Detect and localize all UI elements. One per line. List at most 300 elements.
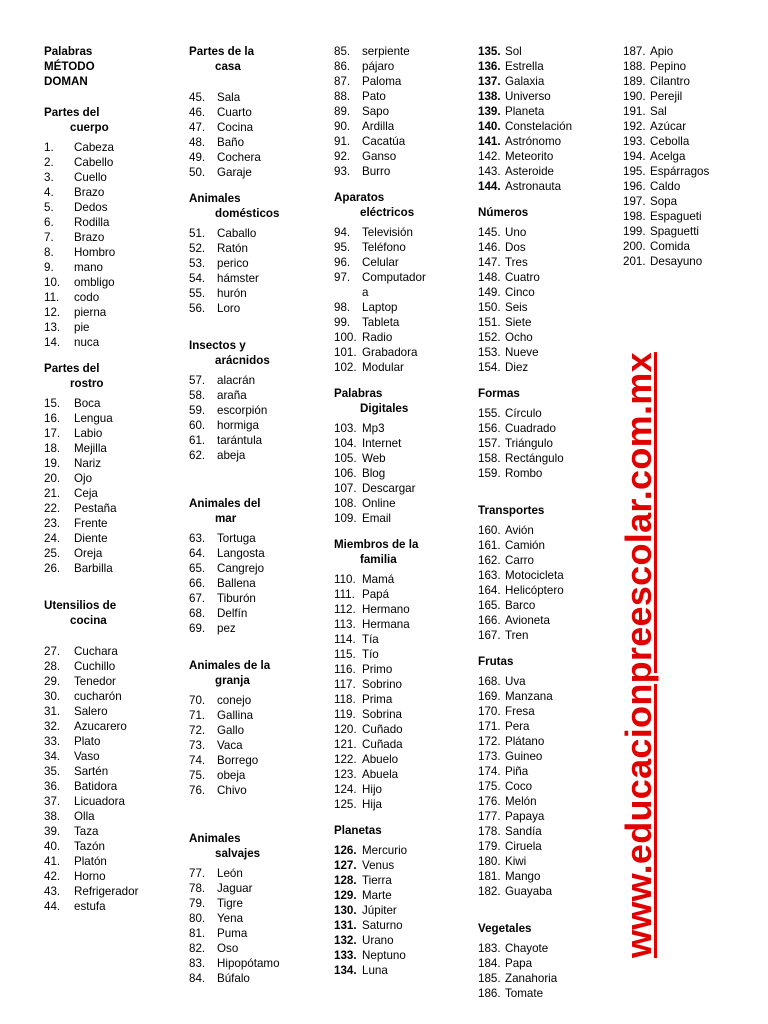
item-word: serpiente — [362, 45, 410, 58]
item-number: 29. — [44, 675, 61, 688]
item-word: Olla — [74, 810, 95, 823]
item-word: Delfín — [217, 607, 248, 620]
list-item — [44, 674, 172, 689]
item-number: 134. — [334, 964, 357, 977]
section-heading-line: cocina — [70, 614, 107, 627]
list-item — [44, 441, 172, 456]
item-word: Cacatúa — [362, 135, 406, 148]
item-word: Pato — [362, 90, 386, 103]
item-number: 100. — [334, 331, 357, 344]
item-word: Abuelo — [362, 753, 399, 766]
item-word: Tomate — [505, 987, 544, 1000]
item-number: 126. — [334, 844, 357, 857]
item-number: 24. — [44, 532, 61, 545]
list-item — [189, 301, 317, 316]
item-number: 102. — [334, 361, 357, 374]
section-heading — [44, 105, 172, 135]
item-number: 20. — [44, 472, 61, 485]
item-word: Gallo — [217, 724, 245, 737]
list-item — [623, 149, 751, 164]
item-word: Comida — [650, 240, 690, 253]
item-word: obeja — [217, 769, 246, 782]
list-item — [189, 388, 317, 403]
item-word: Melón — [505, 795, 537, 808]
list-item — [334, 647, 469, 662]
item-word: Dedos — [74, 201, 108, 214]
list-item — [44, 704, 172, 719]
item-number: 23. — [44, 517, 61, 530]
item-number: 10. — [44, 276, 61, 289]
section-heading-line: salvajes — [215, 847, 261, 860]
list-item — [478, 451, 606, 466]
item-number: 180. — [478, 855, 501, 868]
list-item — [334, 436, 469, 451]
item-word: Ocho — [505, 331, 533, 344]
list-item — [478, 869, 606, 884]
item-word: Laptop — [362, 301, 398, 314]
list-item — [478, 315, 606, 330]
item-word: Carro — [505, 554, 534, 567]
item-number: 8. — [44, 246, 54, 259]
item-word: Azúcar — [650, 120, 687, 133]
section — [623, 44, 751, 269]
item-word: tarántula — [217, 434, 263, 447]
section-heading-line: arácnidos — [215, 354, 270, 367]
item-number: 122. — [334, 753, 357, 766]
list-item — [623, 74, 751, 89]
item-number: 171. — [478, 720, 501, 733]
list-item — [44, 245, 172, 260]
item-word: Kiwi — [505, 855, 527, 868]
item-word: Cuchara — [74, 645, 118, 658]
list-item — [478, 285, 606, 300]
list-item — [189, 448, 317, 463]
list-item — [189, 241, 317, 256]
item-number: 81. — [189, 927, 206, 940]
list-item — [478, 255, 606, 270]
list-item — [189, 90, 317, 105]
item-number: 46. — [189, 106, 206, 119]
item-word: Cinco — [505, 286, 535, 299]
item-number: 169. — [478, 690, 501, 703]
item-word: Rectángulo — [505, 452, 564, 465]
item-number: 47. — [189, 121, 206, 134]
item-number: 90. — [334, 120, 351, 133]
list-item — [44, 899, 172, 914]
section-heading-line: Digitales — [360, 402, 409, 415]
item-word: Mp3 — [362, 422, 385, 435]
item-number: 55. — [189, 287, 206, 300]
list-item — [44, 396, 172, 411]
item-word: Sobrino — [362, 678, 402, 691]
item-number: 43. — [44, 885, 61, 898]
item-number: 6. — [44, 216, 54, 229]
list-item — [334, 451, 469, 466]
list-item — [189, 561, 317, 576]
section — [44, 350, 172, 576]
item-word: Apio — [650, 45, 674, 58]
section-heading-line: Números — [478, 206, 529, 219]
item-word: Online — [362, 497, 396, 510]
list-item — [334, 752, 469, 767]
item-word: Sal — [650, 105, 667, 118]
item-word: Paloma — [362, 75, 402, 88]
section-heading-line: Miembros de la — [334, 538, 419, 551]
section — [478, 194, 606, 375]
item-word: Mamá — [362, 573, 395, 586]
item-number: 39. — [44, 825, 61, 838]
item-word: Sobrina — [362, 708, 402, 721]
section-heading-line: granja — [215, 674, 250, 687]
list-item — [478, 704, 606, 719]
item-number: 26. — [44, 562, 61, 575]
item-number: 5. — [44, 201, 54, 214]
list-item — [44, 501, 172, 516]
item-word: Tres — [505, 256, 528, 269]
item-number: 7. — [44, 231, 54, 244]
section-heading — [478, 654, 606, 669]
section-heading-line: eléctricos — [360, 206, 415, 219]
item-number: 141. — [478, 135, 501, 148]
item-number: 118. — [334, 693, 356, 706]
item-number: 45. — [189, 91, 206, 104]
item-word: Meteorito — [505, 150, 554, 163]
item-number: 185. — [478, 972, 501, 985]
item-word: Ojo — [74, 472, 93, 485]
section-heading-line: Utensilios de — [44, 599, 117, 612]
item-number: 103. — [334, 422, 357, 435]
item-word: Pepino — [650, 60, 687, 73]
item-number: 97. — [334, 271, 351, 284]
list-item — [189, 708, 317, 723]
section — [189, 44, 317, 180]
item-number: 49. — [189, 151, 206, 164]
list-item — [189, 256, 317, 271]
list-item — [189, 753, 317, 768]
item-number: 142. — [478, 150, 501, 163]
item-number: 18. — [44, 442, 61, 455]
item-word: Descargar — [362, 482, 416, 495]
item-number: 98. — [334, 301, 351, 314]
item-word: Horno — [74, 870, 106, 883]
item-word: Neptuno — [362, 949, 406, 962]
item-word: Tortuga — [217, 532, 256, 545]
item-number: 194. — [623, 150, 646, 163]
item-number: 50. — [189, 166, 206, 179]
section-heading-line: Insectos y — [189, 339, 246, 352]
item-word: Asteroide — [505, 165, 554, 178]
item-word: Langosta — [217, 547, 265, 560]
list-item — [44, 486, 172, 501]
item-number: 196. — [623, 180, 646, 193]
column-5 — [623, 44, 751, 269]
item-word: Tierra — [362, 874, 392, 887]
item-number: 22. — [44, 502, 61, 515]
item-number: 87. — [334, 75, 351, 88]
list-item — [334, 587, 469, 602]
list-item — [478, 854, 606, 869]
item-word: Tía — [362, 633, 379, 646]
item-number: 105. — [334, 452, 357, 465]
list-item — [623, 224, 751, 239]
section-heading — [478, 921, 606, 936]
list-item — [189, 373, 317, 388]
item-number: 201. — [623, 255, 646, 268]
item-word: Nueve — [505, 346, 539, 359]
item-word: Cuarto — [217, 106, 252, 119]
section-heading-line: Partes de la — [189, 45, 255, 58]
item-number: 15. — [44, 397, 61, 410]
item-word: Garaje — [217, 166, 252, 179]
item-number: 108. — [334, 497, 357, 510]
list-item — [478, 345, 606, 360]
column-3 — [334, 44, 469, 978]
item-word: perico — [217, 257, 249, 270]
item-word: Fresa — [505, 705, 535, 718]
item-word: Búfalo — [217, 972, 250, 985]
item-word: Modular — [362, 361, 404, 374]
item-word: Desayuno — [650, 255, 703, 268]
item-number: 127. — [334, 859, 357, 872]
list-item — [44, 561, 172, 576]
section — [478, 899, 606, 1001]
item-word: Email — [362, 512, 391, 525]
item-word: Chayote — [505, 942, 549, 955]
item-number: 17. — [44, 427, 61, 440]
item-word: Vaca — [217, 739, 243, 752]
item-number: 27. — [44, 645, 61, 658]
list-item — [478, 89, 606, 104]
list-item — [478, 986, 606, 1001]
item-word: Puma — [217, 927, 248, 940]
item-word: Chivo — [217, 784, 247, 797]
item-number: 106. — [334, 467, 357, 480]
item-word: Cabeza — [74, 141, 114, 154]
section-heading-line: Partes del — [44, 106, 100, 119]
item-number: 138. — [478, 90, 501, 103]
item-number: 137. — [478, 75, 501, 88]
list-item — [478, 164, 606, 179]
section-heading — [189, 658, 317, 688]
list-item — [334, 481, 469, 496]
item-word: pájaro — [362, 60, 395, 73]
item-word: Ardilla — [362, 120, 395, 133]
item-number: 166. — [478, 614, 501, 627]
list-item — [478, 734, 606, 749]
list-item — [478, 956, 606, 971]
list-item — [189, 403, 317, 418]
item-number: 13. — [44, 321, 61, 334]
item-number: 65. — [189, 562, 206, 575]
section — [334, 179, 469, 375]
item-word: Hermano — [362, 603, 410, 616]
list-item — [478, 628, 606, 643]
list-item — [44, 516, 172, 531]
list-item — [478, 568, 606, 583]
item-word: Burro — [362, 165, 391, 178]
list-item — [334, 692, 469, 707]
item-number: 176. — [478, 795, 501, 808]
list-item — [623, 134, 751, 149]
list-item — [44, 734, 172, 749]
item-word: Internet — [362, 437, 402, 450]
item-number: 149. — [478, 286, 501, 299]
item-number: 198. — [623, 210, 646, 223]
item-word: Nariz — [74, 457, 102, 470]
item-number: 53. — [189, 257, 206, 270]
item-number: 143. — [478, 165, 501, 178]
list-item — [334, 44, 469, 59]
item-word: escorpión — [217, 404, 268, 417]
item-number: 61. — [189, 434, 206, 447]
item-number: 107. — [334, 482, 357, 495]
website-url: www.educacionpreescolar.com.mx — [618, 352, 659, 958]
list-item — [189, 911, 317, 926]
item-word: Cuñada — [362, 738, 403, 751]
item-number: 35. — [44, 765, 61, 778]
item-number: 179. — [478, 840, 501, 853]
item-number: 56. — [189, 302, 206, 315]
list-item — [189, 576, 317, 591]
list-item — [478, 44, 606, 59]
item-number: 14. — [44, 336, 61, 349]
item-number: 48. — [189, 136, 206, 149]
section — [189, 180, 317, 316]
list-item — [478, 884, 606, 899]
item-number: 83. — [189, 957, 206, 970]
section — [44, 94, 172, 350]
item-word: cucharón — [74, 690, 122, 703]
item-word: Cuñado — [362, 723, 403, 736]
item-word: Hombro — [74, 246, 116, 259]
section — [44, 576, 172, 914]
list-item — [334, 873, 469, 888]
item-number: 58. — [189, 389, 206, 402]
list-item — [478, 406, 606, 421]
list-item — [189, 105, 317, 120]
list-item — [189, 866, 317, 881]
item-word: Vaso — [74, 750, 100, 763]
list-item — [334, 149, 469, 164]
list-item — [44, 305, 172, 320]
item-word: Cabello — [74, 156, 114, 169]
item-word: Cuadrado — [505, 422, 556, 435]
list-item — [623, 239, 751, 254]
section-heading-line: rostro — [70, 377, 104, 390]
item-word: pez — [217, 622, 236, 635]
item-number: 91. — [334, 135, 351, 148]
item-word: Rombo — [505, 467, 543, 480]
item-word: Sala — [217, 91, 241, 104]
item-word: conejo — [217, 694, 252, 707]
item-number: 71. — [189, 709, 206, 722]
item-number: 57. — [189, 374, 206, 387]
item-number: 40. — [44, 840, 61, 853]
list-item — [44, 884, 172, 899]
item-word: Sapo — [362, 105, 390, 118]
item-number: 111. — [334, 588, 355, 601]
list-item — [478, 74, 606, 89]
section-heading — [44, 598, 172, 628]
list-item — [478, 613, 606, 628]
section-heading-line: Animales — [189, 832, 241, 845]
list-item — [334, 225, 469, 240]
item-number: 62. — [189, 449, 206, 462]
item-number: 28. — [44, 660, 61, 673]
item-number: 164. — [478, 584, 501, 597]
item-word: Salero — [74, 705, 108, 718]
item-word: hurón — [217, 287, 247, 300]
list-item — [44, 170, 172, 185]
list-item — [189, 881, 317, 896]
item-number: 110. — [334, 573, 356, 586]
list-item — [44, 275, 172, 290]
item-number: 129. — [334, 889, 357, 902]
section-heading-line: Transportes — [478, 504, 545, 517]
section-heading-line: cuerpo — [70, 121, 109, 134]
list-item — [478, 553, 606, 568]
section-heading-line: Palabras — [44, 45, 93, 58]
list-item — [44, 200, 172, 215]
list-item — [334, 134, 469, 149]
list-item — [44, 764, 172, 779]
item-number: 95. — [334, 241, 351, 254]
list-item — [334, 300, 469, 315]
item-number: 159. — [478, 467, 501, 480]
item-number: 153. — [478, 346, 501, 359]
item-word: Piña — [505, 765, 529, 778]
item-number: 59. — [189, 404, 206, 417]
item-word: Motocicleta — [505, 569, 564, 582]
item-number: 154. — [478, 361, 501, 374]
item-number: 165. — [478, 599, 501, 612]
list-item — [478, 674, 606, 689]
section-heading — [44, 44, 172, 89]
item-word: Baño — [217, 136, 245, 149]
section-heading-line: familia — [360, 553, 397, 566]
list-item — [44, 824, 172, 839]
list-item — [334, 677, 469, 692]
item-number: 79. — [189, 897, 206, 910]
item-number: 4. — [44, 186, 54, 199]
list-item — [478, 421, 606, 436]
item-word: Cilantro — [650, 75, 690, 88]
item-number: 30. — [44, 690, 61, 703]
list-item — [44, 779, 172, 794]
section — [189, 798, 317, 986]
list-item — [334, 963, 469, 978]
list-item — [189, 286, 317, 301]
section-heading — [478, 205, 606, 220]
item-number: 93. — [334, 165, 351, 178]
list-item — [623, 59, 751, 74]
item-word: Triángulo — [505, 437, 553, 450]
list-item — [189, 433, 317, 448]
list-item — [189, 165, 317, 180]
item-word: Mango — [505, 870, 541, 883]
item-word: pie — [74, 321, 90, 334]
item-word: Oreja — [74, 547, 103, 560]
list-item — [44, 290, 172, 305]
item-number: 33. — [44, 735, 61, 748]
list-item — [334, 345, 469, 360]
section-heading-line: Formas — [478, 387, 520, 400]
item-number: 168. — [478, 675, 501, 688]
section-heading — [44, 361, 172, 391]
list-item — [189, 606, 317, 621]
list-item — [44, 531, 172, 546]
list-item — [478, 809, 606, 824]
